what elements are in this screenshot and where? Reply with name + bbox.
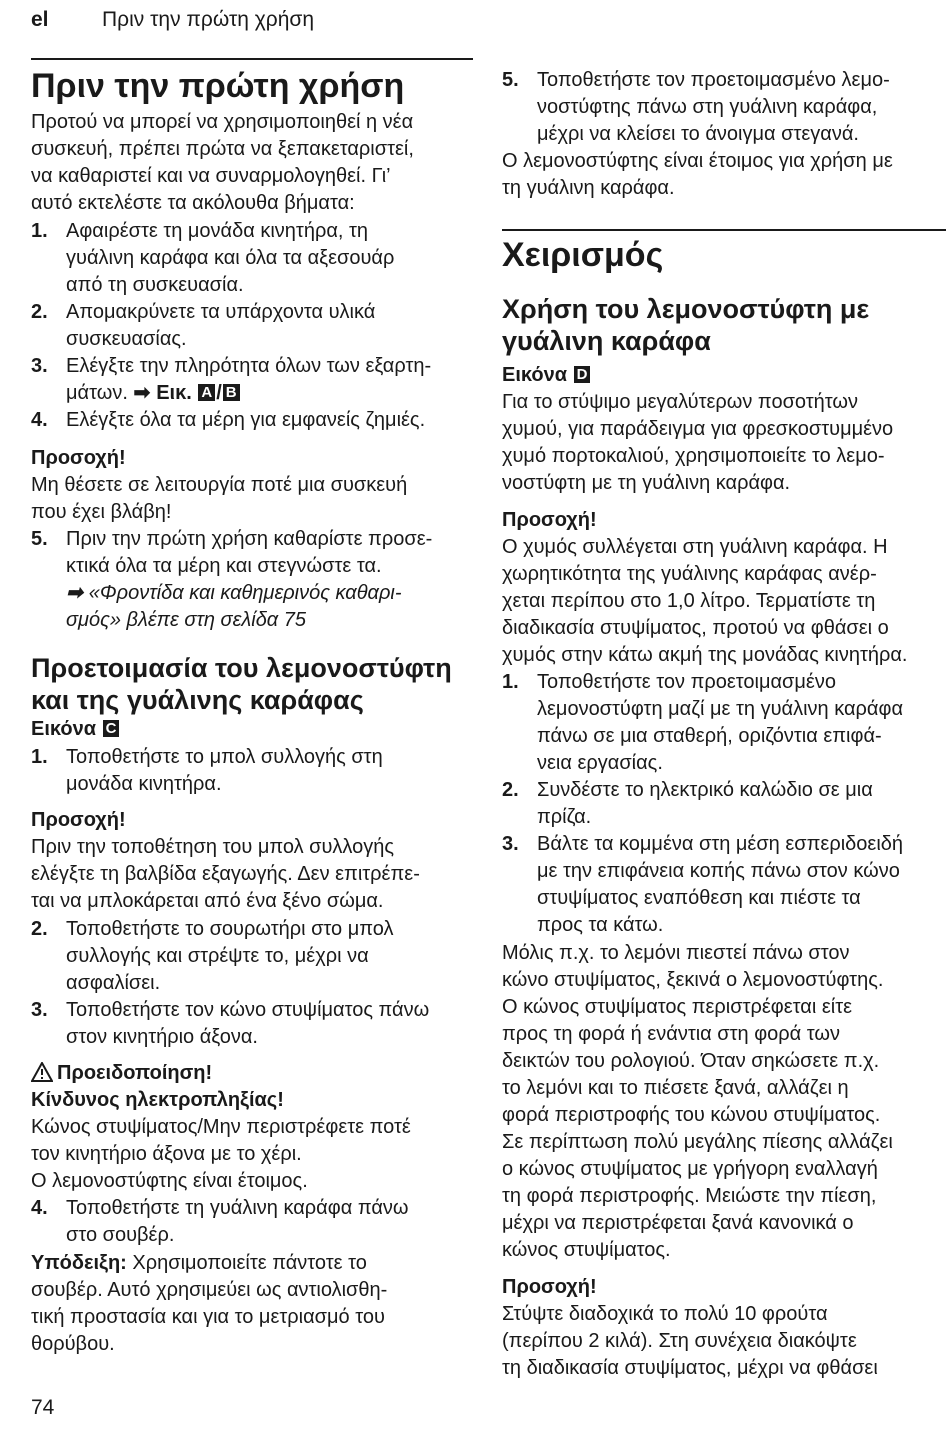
step-line: στυψίματος εναπόθεση και πιέστε τα xyxy=(537,887,861,909)
step-line: στον κινητήριο άξονα. xyxy=(66,1026,258,1048)
intro-line: νοστύφτη με τη γυάλινη καράφα. xyxy=(502,472,791,494)
step-line: γυάλινη καράφα και όλα τα αξεσουάρ xyxy=(66,247,395,269)
step-line: από τη συσκευασία. xyxy=(66,274,244,296)
figure-label: Εικόνα D xyxy=(502,362,946,389)
step-line: πάνω σε μια σταθερή, οριζόντια επιφά- xyxy=(537,725,882,747)
tip-line: θορύβου. xyxy=(31,1333,115,1355)
caution-line: τη διαδικασία στυψίματος, μέχρι να φθάσει xyxy=(502,1357,878,1379)
caution-text xyxy=(31,834,473,915)
clean-step xyxy=(31,526,473,634)
list-item xyxy=(502,777,946,831)
header-rule xyxy=(31,58,473,60)
step-line: λεμονοστύφτη μαζί με τη γυάλινη καράφα xyxy=(537,698,904,720)
paragraph-line: τη φορά περιστροφής. Μειώστε την πίεση, xyxy=(502,1185,877,1207)
arrow-right-icon: ➡ xyxy=(133,382,151,404)
list-item xyxy=(502,669,946,777)
unpack-steps xyxy=(31,218,473,434)
figure-ref-separator: / xyxy=(216,382,222,404)
figure-ref-a: A xyxy=(198,384,215,401)
subsection-title-usage: Χρήση του λεμονοστύφτη με γυάλινη καράφα xyxy=(502,294,870,356)
caution-text xyxy=(502,1301,946,1382)
step-line: Τοποθετήστε τη γυάλινη καράφα πάνω xyxy=(66,1197,409,1219)
intro-line: Για το στύψιμο μεγαλύτερων ποσοτήτων xyxy=(502,391,859,413)
warning-subheading: Κίνδυνος ηλεκτροπληξίας! xyxy=(31,1089,284,1111)
section-title-before-first-use: Πριν την πρώτη χρήση xyxy=(31,67,405,105)
caution-line: χωρητικότητα της γυάλινης καράφας ανέρ- xyxy=(502,563,877,585)
list-item xyxy=(31,916,473,997)
step-line: Απομακρύνετε τα υπάρχοντα υλικά xyxy=(66,301,376,323)
list-item xyxy=(502,67,946,148)
list-item xyxy=(502,831,946,939)
step-line: με την επιφάνεια κοπής πάνω στον κώνο xyxy=(537,860,900,882)
step-line: Τοποθετήστε το μπολ συλλογής στη xyxy=(66,746,383,768)
step-line: στο σουβέρ. xyxy=(66,1224,175,1246)
warning-line: τον κινητήριο άξονα με το χέρι. xyxy=(31,1143,302,1165)
step-line: μέχρι να κλείσει το άνοιγμα στεγανά. xyxy=(537,123,859,145)
assembly-final-step xyxy=(502,67,946,148)
caution-line: Μη θέσετε σε λειτουργία ποτέ μια συσκευή xyxy=(31,474,408,496)
step-line: ασφαλίσει. xyxy=(66,972,161,994)
caution-heading: Προσοχή! xyxy=(502,1276,597,1298)
arrow-right-icon: ➡ xyxy=(66,582,83,604)
caution-line: (περίπου 2 κιλά). Στη συνέχεια διακόψτε xyxy=(502,1330,857,1352)
list-item xyxy=(31,353,473,407)
list-item xyxy=(31,744,473,798)
step-line: Πριν την πρώτη χρήση καθαρίστε προσε- xyxy=(66,528,433,550)
caution-line: Πριν την τοποθέτηση του μπολ συλλογής xyxy=(31,836,395,858)
ready-line: Ο λεμονοστύφτης είναι έτοιμος για χρήση με xyxy=(502,150,893,172)
warning-line: Κώνος στυψίματος/Μην περιστρέφετε ποτέ xyxy=(31,1116,411,1138)
paragraph-line: μέχρι να περιστρέφεται ξανά κανονικά ο xyxy=(502,1212,854,1234)
step-line: μάτων. xyxy=(66,382,128,404)
figure-ref-d: D xyxy=(574,366,591,383)
step-line: Τοποθετήστε τον προετοιμασμένο λεμο- xyxy=(537,69,890,91)
step-line: Τοποθετήστε τον κώνο στυψίματος πάνω xyxy=(66,999,430,1021)
tip-line: τική προστασία και για το μετριασμό του xyxy=(31,1306,385,1328)
page-number: 74 xyxy=(31,1396,55,1419)
caution-line: που έχει βλάβη! xyxy=(31,501,172,523)
paragraph-line: ο κώνος στυψίματος με γρήγορη εναλλαγή xyxy=(502,1158,878,1180)
step-line: νοστύφτης πάνω στη γυάλινη καράφα, xyxy=(537,96,878,118)
ready-paragraph xyxy=(502,148,946,202)
ready-line: τη γυάλινη καράφα. xyxy=(502,177,675,199)
header-lang: el xyxy=(31,8,49,31)
step-number: 4. xyxy=(31,409,48,431)
step-line: Αφαιρέστε τη μονάδα κινητήρα, τη xyxy=(66,220,369,242)
caution-text xyxy=(502,534,946,669)
step-number: 2. xyxy=(502,779,519,801)
warning-triangle-icon xyxy=(31,1062,53,1082)
carafe-step xyxy=(31,1195,473,1249)
figure-ref-b: B xyxy=(223,384,240,401)
step-line: Ελέγξτε την πληρότητα όλων των εξαρτη- xyxy=(66,355,432,377)
warning-line: Ο λεμονοστύφτης είναι έτοιμος. xyxy=(31,1170,308,1192)
warning-text xyxy=(31,1114,473,1195)
prep-steps xyxy=(31,744,473,798)
list-item xyxy=(31,997,473,1051)
step-number: 5. xyxy=(31,528,48,550)
step-number: 3. xyxy=(502,833,519,855)
caution-heading: Προσοχή! xyxy=(31,809,126,831)
list-item xyxy=(31,299,473,353)
caution-line: Ο χυμός συλλέγεται στη γυάλινη καράφα. Η xyxy=(502,536,888,558)
caution-line: Στύψτε διαδοχικά το πολύ 10 φρούτα xyxy=(502,1303,828,1325)
step-number: 5. xyxy=(502,69,519,91)
tip-line: σουβέρ. Αυτό χρησιμεύει ως αντιολισθη- xyxy=(31,1279,388,1301)
caution-line: ελέγξτε τη βαλβίδα εξαγωγής. Δεν επιτρέπε- xyxy=(31,863,420,885)
warning-heading: Προειδοποίηση! xyxy=(31,1060,473,1087)
paragraph-line: Μόλις π.χ. το λεμόνι πιεστεί πάνω στον xyxy=(502,942,850,964)
cross-reference: σμός» βλέπε στη σελίδα 75 xyxy=(66,609,307,631)
intro-line: αυτό εκτελέστε τα ακόλουθα βήματα: xyxy=(31,192,355,214)
step-line: Τοποθετήστε τον προετοιμασμένο xyxy=(537,671,836,693)
paragraph-line: φορά περιστροφής του κώνου στυψίματος. xyxy=(502,1104,881,1126)
figure-ref-label: Εικ. xyxy=(156,382,192,404)
step-number: 1. xyxy=(502,671,519,693)
tip-label: Υπόδειξη: xyxy=(31,1252,127,1274)
usage-intro xyxy=(502,389,946,497)
list-item xyxy=(31,407,473,434)
step-number: 1. xyxy=(31,746,48,768)
figure-label: Εικόνα C xyxy=(31,716,473,743)
step-number: 4. xyxy=(31,1197,48,1219)
paragraph-line: κώνο στυψίματος, ξεκινά ο λεμονοστύφτης. xyxy=(502,969,884,991)
step-line: νεια εργασίας. xyxy=(537,752,663,774)
caution-line: χεται περίπου στο 1,0 λίτρο. Τερματίστε τη xyxy=(502,590,876,612)
step-number: 3. xyxy=(31,355,48,377)
list-item xyxy=(31,218,473,299)
step-number: 1. xyxy=(31,220,48,242)
step-line: προς τα κάτω. xyxy=(537,914,664,936)
prep-steps-continued xyxy=(31,916,473,1051)
caution-line: χυμός στην κάτω ακμή της μονάδας κινητήρα. xyxy=(502,644,908,666)
list-item xyxy=(31,526,473,634)
intro-line: Προτού να μπορεί να χρησιμοποιηθεί η νέα xyxy=(31,111,414,133)
step-line: Βάλτε τα κομμένα στη μέση εσπεριδοειδή xyxy=(537,833,904,855)
intro-line: χυμού, για παράδειγμα για φρεσκοστυμμένο xyxy=(502,418,894,440)
caution-text xyxy=(31,472,473,526)
tip-paragraph: Υπόδειξη: Χρησιμοποιείτε πάντοτε το σουβέρ. Αυτό χρησιμεύει ως αντιολισθη- τική προστασία και για το μετριασμό του θορύβου. xyxy=(31,1250,473,1358)
step-line: Συνδέστε το ηλεκτρικό καλώδιο σε μια xyxy=(537,779,873,801)
operation-paragraph xyxy=(502,940,946,1264)
caution-heading: Προσοχή! xyxy=(502,509,597,531)
paragraph-line: Ο κώνος στυψίματος περιστρέφεται είτε xyxy=(502,996,853,1018)
paragraph-line: δεικτών του ρολογιού. Όταν σηκώσετε π.χ. xyxy=(502,1050,880,1072)
step-number: 3. xyxy=(31,999,48,1021)
header-title: Πριν την πρώτη χρήση xyxy=(102,8,315,31)
step-line: κτικά όλα τα μέρη και στεγνώστε τα. xyxy=(66,555,382,577)
figure-ref-c: C xyxy=(103,720,120,737)
step-line: πρίζα. xyxy=(537,806,592,828)
intro-line: συσκευή, πρέπει πρώτα να ξεπακεταριστεί, xyxy=(31,138,414,160)
usage-steps xyxy=(502,669,946,939)
intro-paragraph xyxy=(31,109,473,217)
intro-line: να καθαριστεί και να συναρμολογηθεί. Γι’ xyxy=(31,165,391,187)
paragraph-line: το λεμόνι και το πιέσετε ξανά, αλλάζει η xyxy=(502,1077,849,1099)
paragraph-line: κώνος στυψίματος. xyxy=(502,1239,671,1261)
step-line: Ελέγξτε όλα τα μέρη για εμφανείς ζημιές. xyxy=(66,409,426,431)
section-title-operation: Χειρισμός xyxy=(502,236,664,274)
step-line: συσκευασίας. xyxy=(66,328,187,350)
caution-line: ται να μπλοκάρεται από ένα ξένο σώμα. xyxy=(31,890,384,912)
section-rule xyxy=(502,229,946,231)
step-line: μονάδα κινητήρα. xyxy=(66,773,222,795)
list-item xyxy=(31,1195,473,1249)
paragraph-line: προς τη φορά ή ενάντια στη φορά των xyxy=(502,1023,841,1045)
step-line: συλλογής και στρέψτε το, μέχρι να xyxy=(66,945,369,967)
caution-line: διαδικασία στυψίματος, προτού να φθάσει ο xyxy=(502,617,889,639)
caution-heading: Προσοχή! xyxy=(31,447,126,469)
step-line: Τοποθετήστε το σουρωτήρι στο μπολ xyxy=(66,918,394,940)
paragraph-line: Σε περίπτωση πολύ μεγάλης πίεσης αλλάζει xyxy=(502,1131,893,1153)
subsection-title-preparation: Προετοιμασία του λεμονοστύφτη και της γυάλινης καράφας xyxy=(31,653,452,715)
cross-reference: «Φροντίδα και καθημερινός καθαρι- xyxy=(88,582,402,604)
intro-line: χυμό πορτοκαλιού, χρησιμοποιείτε το λεμο- xyxy=(502,445,885,467)
step-number: 2. xyxy=(31,918,48,940)
step-number: 2. xyxy=(31,301,48,323)
